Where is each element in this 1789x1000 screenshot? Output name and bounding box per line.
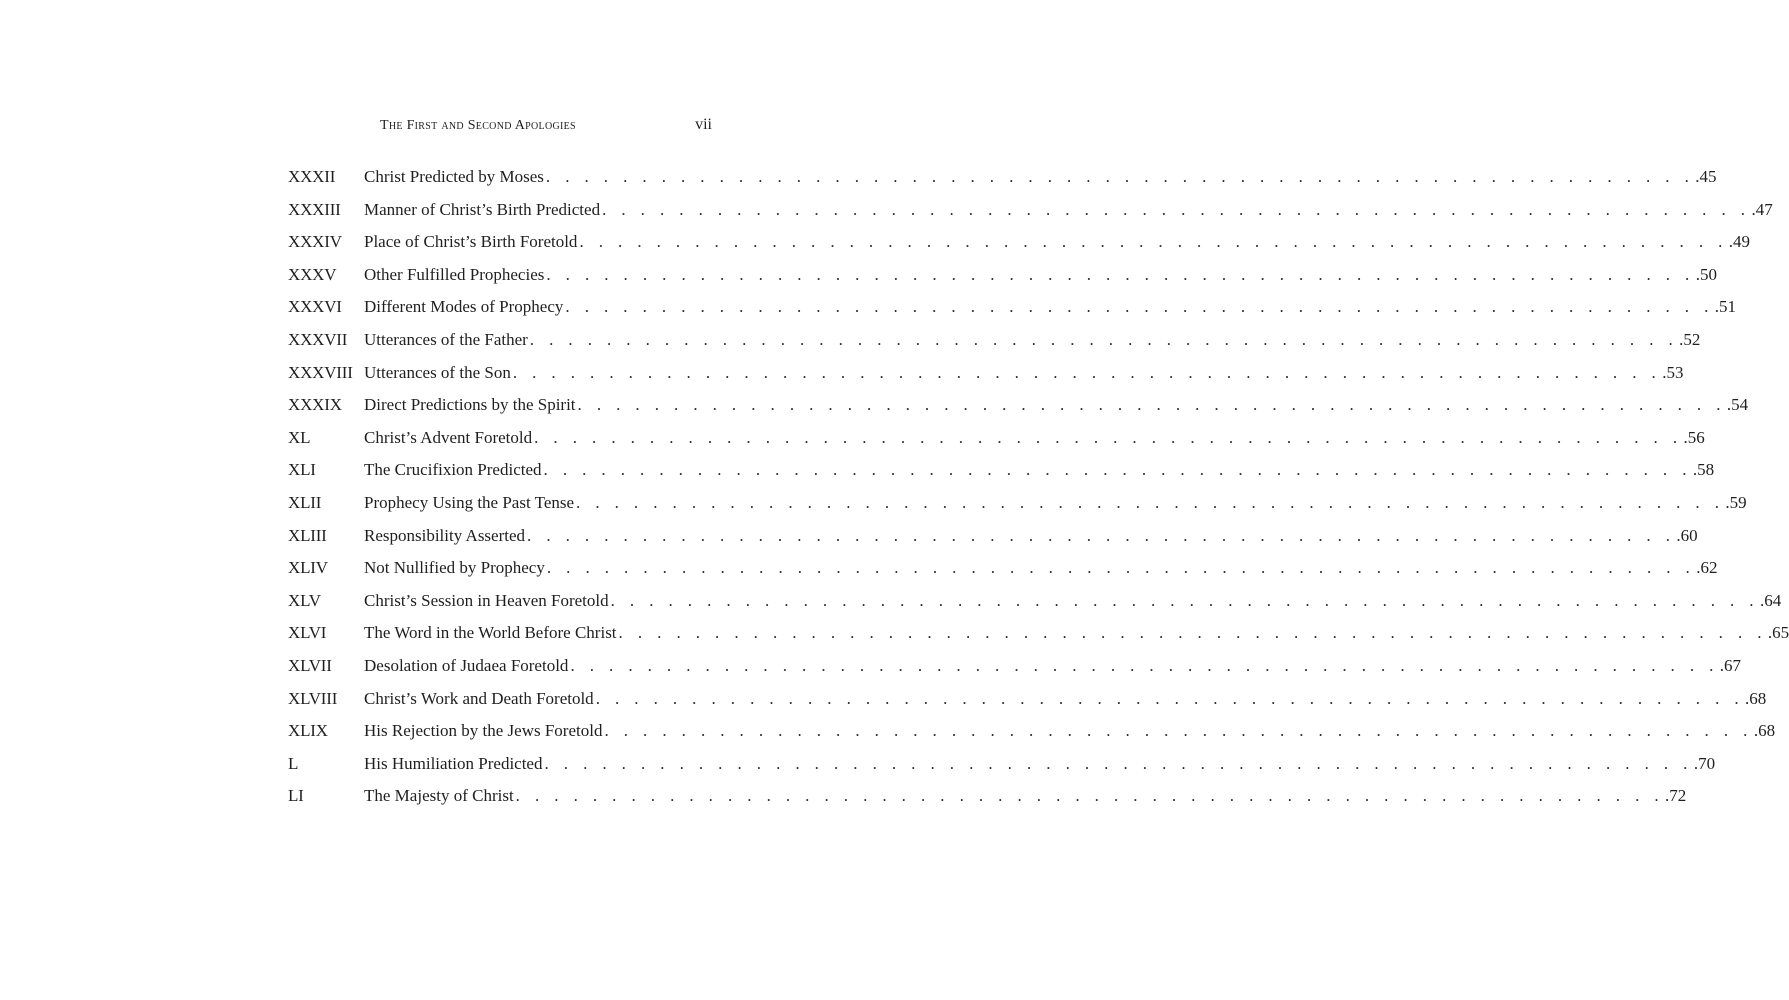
toc-entry [288, 649, 1742, 682]
toc-entry-number: XXXVIII [288, 362, 353, 382]
running-head [288, 112, 712, 140]
toc-entry [288, 290, 1736, 323]
toc-entry-page: .58 [1692, 460, 1715, 480]
toc-entry-title-line [364, 329, 1701, 350]
toc-entry-title-line [364, 427, 1705, 448]
toc-entry-number: XLI [288, 460, 316, 480]
toc-entry-title: His Rejection by the Jews Foretold [364, 721, 603, 741]
toc-entry-number: XLVIII [288, 688, 338, 708]
toc-entry-page: .64 [1759, 590, 1782, 610]
toc-entry-page: .67 [1719, 655, 1742, 675]
toc-entry-title: The Word in the World Before Christ [364, 623, 617, 643]
toc-entry-title-line [364, 623, 1789, 643]
toc-entry-number: LI [288, 786, 304, 806]
toc-entry-number: XLIV [288, 558, 328, 578]
toc-entry-number: XXXIX [288, 395, 342, 415]
dot-leader: . . . . . . . . . . . . . . . . . . . . . . . . . . . . . . . . . . . . . . . . . . . . . . . . . . . . . . . . . . . . [534, 427, 1683, 447]
toc-entry-title: Christ’s Work and Death Foretold [364, 688, 594, 708]
toc-entry-page: .68 [1745, 688, 1767, 708]
toc-entry-number: XXXV [288, 264, 337, 284]
toc-entry-title: Utterances of the Son [364, 362, 511, 382]
toc-entry-title: Christ Predicted by Moses [364, 167, 544, 186]
toc-entry-title: Different Modes of Prophecy [364, 297, 564, 317]
toc-entry [288, 584, 1782, 617]
toc-entry-page: .62 [1696, 558, 1718, 578]
toc-entry-page: .59 [1725, 492, 1747, 512]
toc-entry-title: Responsibility Asserted [364, 525, 526, 545]
toc-entry-title: Prophecy Using the Past Tense [364, 492, 575, 512]
dot-leader: . . . . . . . . . . . . . . . . . . . . . . . . . . . . . . . . . . . . . . . . . . . . . . . . . . . . . . . . . . . . [546, 558, 1696, 578]
toc-entry-title-line [364, 232, 1751, 252]
toc-entry-title-line [364, 655, 1742, 676]
toc-entry-page: .51 [1714, 297, 1736, 317]
toc-entry-page: .45 [1695, 167, 1717, 186]
dot-leader: . . . . . . . . . . . . . . . . . . . . . . . . . . . . . . . . . . . . . . . . . . . . . . . . . . . . . . . . . . . . [546, 264, 1695, 284]
toc-entry [288, 388, 1749, 421]
toc-entry [288, 551, 1718, 584]
toc-entry-title: Manner of Christ’s Birth Predicted [364, 199, 601, 219]
toc-entry-page: .72 [1665, 786, 1687, 806]
dot-leader: . . . . . . . . . . . . . . . . . . . . . . . . . . . . . . . . . . . . . . . . . . . . . . . . . . . . . . . . . . . . [595, 688, 1745, 708]
toc-entry-number: XXXIV [288, 232, 342, 252]
toc-entry-title-line [364, 688, 1767, 709]
toc-entry-title: Not Nullified by Prophecy [364, 558, 545, 578]
toc-entry [288, 714, 1776, 747]
toc-entry-page: .56 [1683, 427, 1705, 447]
toc-entry-number: XLVII [288, 655, 332, 675]
toc-entry-number: XLVI [288, 623, 327, 643]
dot-leader: . . . . . . . . . . . . . . . . . . . . . . . . . . . . . . . . . . . . . . . . . . . . . . . . . . . . . . . . . . . . [604, 721, 1753, 741]
toc-entry-title-line [364, 525, 1698, 546]
toc-entry [288, 747, 1716, 780]
toc-entry [288, 779, 1687, 812]
dot-leader: . . . . . . . . . . . . . . . . . . . . . . . . . . . . . . . . . . . . . . . . . . . . . . . . . . . . . . . . . . . . [544, 753, 1693, 773]
dot-leader: . . . . . . . . . . . . . . . . . . . . . . . . . . . . . . . . . . . . . . . . . . . . . . . . . . . . . . . . . . . . [565, 297, 1714, 317]
toc-entry-title-line [364, 558, 1718, 578]
toc-entry-page: .68 [1753, 721, 1776, 741]
toc-entry-title-line [364, 753, 1716, 774]
dot-leader: . . . . . . . . . . . . . . . . . . . . . . . . . . . . . . . . . . . . . . . . . . . . . . . . . . . . . . . . . . . . [529, 329, 1679, 349]
toc-entry-number: XXXII [288, 167, 336, 186]
toc-entry-number: XLIX [288, 721, 328, 741]
toc-entry-number: L [288, 753, 299, 773]
toc-entry-number: XXXVII [288, 329, 348, 349]
toc-entry-title: Direct Predictions by the Spirit [364, 395, 576, 415]
toc-entry-title: Christ’s Advent Foretold [364, 427, 533, 447]
toc-entry [288, 519, 1698, 552]
toc-entry-title: Utterances of the Father [364, 329, 528, 349]
dot-leader: . . . . . . . . . . . . . . . . . . . . . . . . . . . . . . . . . . . . . . . . . . . . . . . . . . . . . . . . . . . . [602, 199, 1751, 219]
toc-entry-title-line [364, 492, 1747, 513]
toc-entry-page: .60 [1676, 525, 1698, 545]
dot-leader: . . . . . . . . . . . . . . . . . . . . . . . . . . . . . . . . . . . . . . . . . . . . . . . . . . . . . . . . . . . . [545, 167, 1695, 186]
toc-entry-number: XLV [288, 590, 321, 610]
toc-entry [288, 193, 1773, 226]
toc-entry [288, 616, 1789, 649]
toc-entry-title: The Majesty of Christ [364, 786, 514, 806]
toc-entry-title-line [364, 297, 1736, 317]
toc-entry-title-line [364, 590, 1782, 611]
dot-leader: . . . . . . . . . . . . . . . . . . . . . . . . . . . . . . . . . . . . . . . . . . . . . . . . . . . . . . . . . . . . [543, 460, 1692, 480]
toc-entry-page: .70 [1693, 753, 1716, 773]
toc-entry [288, 453, 1715, 486]
toc-entry [288, 323, 1701, 356]
toc-entry-number: XXXVI [288, 297, 342, 317]
dot-leader: . . . . . . . . . . . . . . . . . . . . . . . . . . . . . . . . . . . . . . . . . . . . . . . . . . . . . . . . . . . . [610, 590, 1759, 610]
running-title: The First and Second Apologies [380, 118, 576, 133]
dot-leader: . . . . . . . . . . . . . . . . . . . . . . . . . . . . . . . . . . . . . . . . . . . . . . . . . . . . . . . . . . . . [618, 623, 1767, 643]
toc-entry-number: XXXIII [288, 199, 341, 219]
dot-leader: . . . . . . . . . . . . . . . . . . . . . . . . . . . . . . . . . . . . . . . . . . . . . . . . . . . . . . . . . . . . [527, 525, 1676, 545]
toc-entry-title-line [364, 786, 1687, 806]
toc-entry-page: .47 [1751, 199, 1773, 219]
dot-leader: . . . . . . . . . . . . . . . . . . . . . . . . . . . . . . . . . . . . . . . . . . . . . . . . . . . . . . . . . . . . [515, 786, 1665, 806]
toc-entry [288, 258, 1717, 291]
toc-entry-title: The Crucifixion Predicted [364, 460, 542, 480]
toc-entry [288, 421, 1705, 454]
toc-entry-title-line [364, 362, 1684, 383]
toc-entry-title-line [364, 395, 1749, 415]
toc-entry-number: XL [288, 427, 311, 447]
toc-entry-page: .52 [1679, 329, 1701, 349]
toc-entry-page: .65 [1767, 623, 1789, 643]
toc-entry-page: .53 [1662, 362, 1684, 382]
toc-entry-page: .50 [1695, 264, 1717, 284]
toc-entry-title-line [364, 721, 1776, 741]
toc-entry-title: Desolation of Judaea Foretold [364, 655, 569, 675]
toc-entry-title-line [364, 199, 1773, 220]
toc-entry-number: XLII [288, 492, 322, 512]
toc-entry [288, 160, 1717, 193]
dot-leader: . . . . . . . . . . . . . . . . . . . . . . . . . . . . . . . . . . . . . . . . . . . . . . . . . . . . . . . . . . . . [579, 232, 1728, 252]
dot-leader: . . . . . . . . . . . . . . . . . . . . . . . . . . . . . . . . . . . . . . . . . . . . . . . . . . . . . . . . . . . . [576, 492, 1725, 512]
toc-entry-title-line [364, 460, 1715, 480]
toc-entry-number: XLIII [288, 525, 327, 545]
toc-entry-title: Christ’s Session in Heaven Foretold [364, 590, 609, 610]
dot-leader: . . . . . . . . . . . . . . . . . . . . . . . . . . . . . . . . . . . . . . . . . . . . . . . . . . . . . . . . . . . . [577, 395, 1726, 415]
toc-entry-page: .54 [1726, 395, 1749, 415]
toc-entry-title-line [364, 264, 1717, 285]
toc-entry [288, 486, 1747, 519]
dot-leader: . . . . . . . . . . . . . . . . . . . . . . . . . . . . . . . . . . . . . . . . . . . . . . . . . . . . . . . . . . . . [570, 655, 1719, 675]
toc-entry-page: .49 [1728, 232, 1751, 252]
table-of-contents [288, 160, 1789, 812]
toc-entry [288, 682, 1767, 715]
toc-entry-title: His Humiliation Predicted [364, 753, 543, 773]
toc-entry-title-line [364, 167, 1717, 187]
toc-entry [288, 356, 1684, 389]
dot-leader: . . . . . . . . . . . . . . . . . . . . . . . . . . . . . . . . . . . . . . . . . . . . . . . . . . . . . . . . . . . . [512, 362, 1662, 382]
page-number: vii [695, 116, 712, 133]
toc-entry-title: Other Fulfilled Prophecies [364, 264, 545, 284]
toc-entry [288, 225, 1751, 258]
toc-entry-title: Place of Christ’s Birth Foretold [364, 232, 578, 252]
